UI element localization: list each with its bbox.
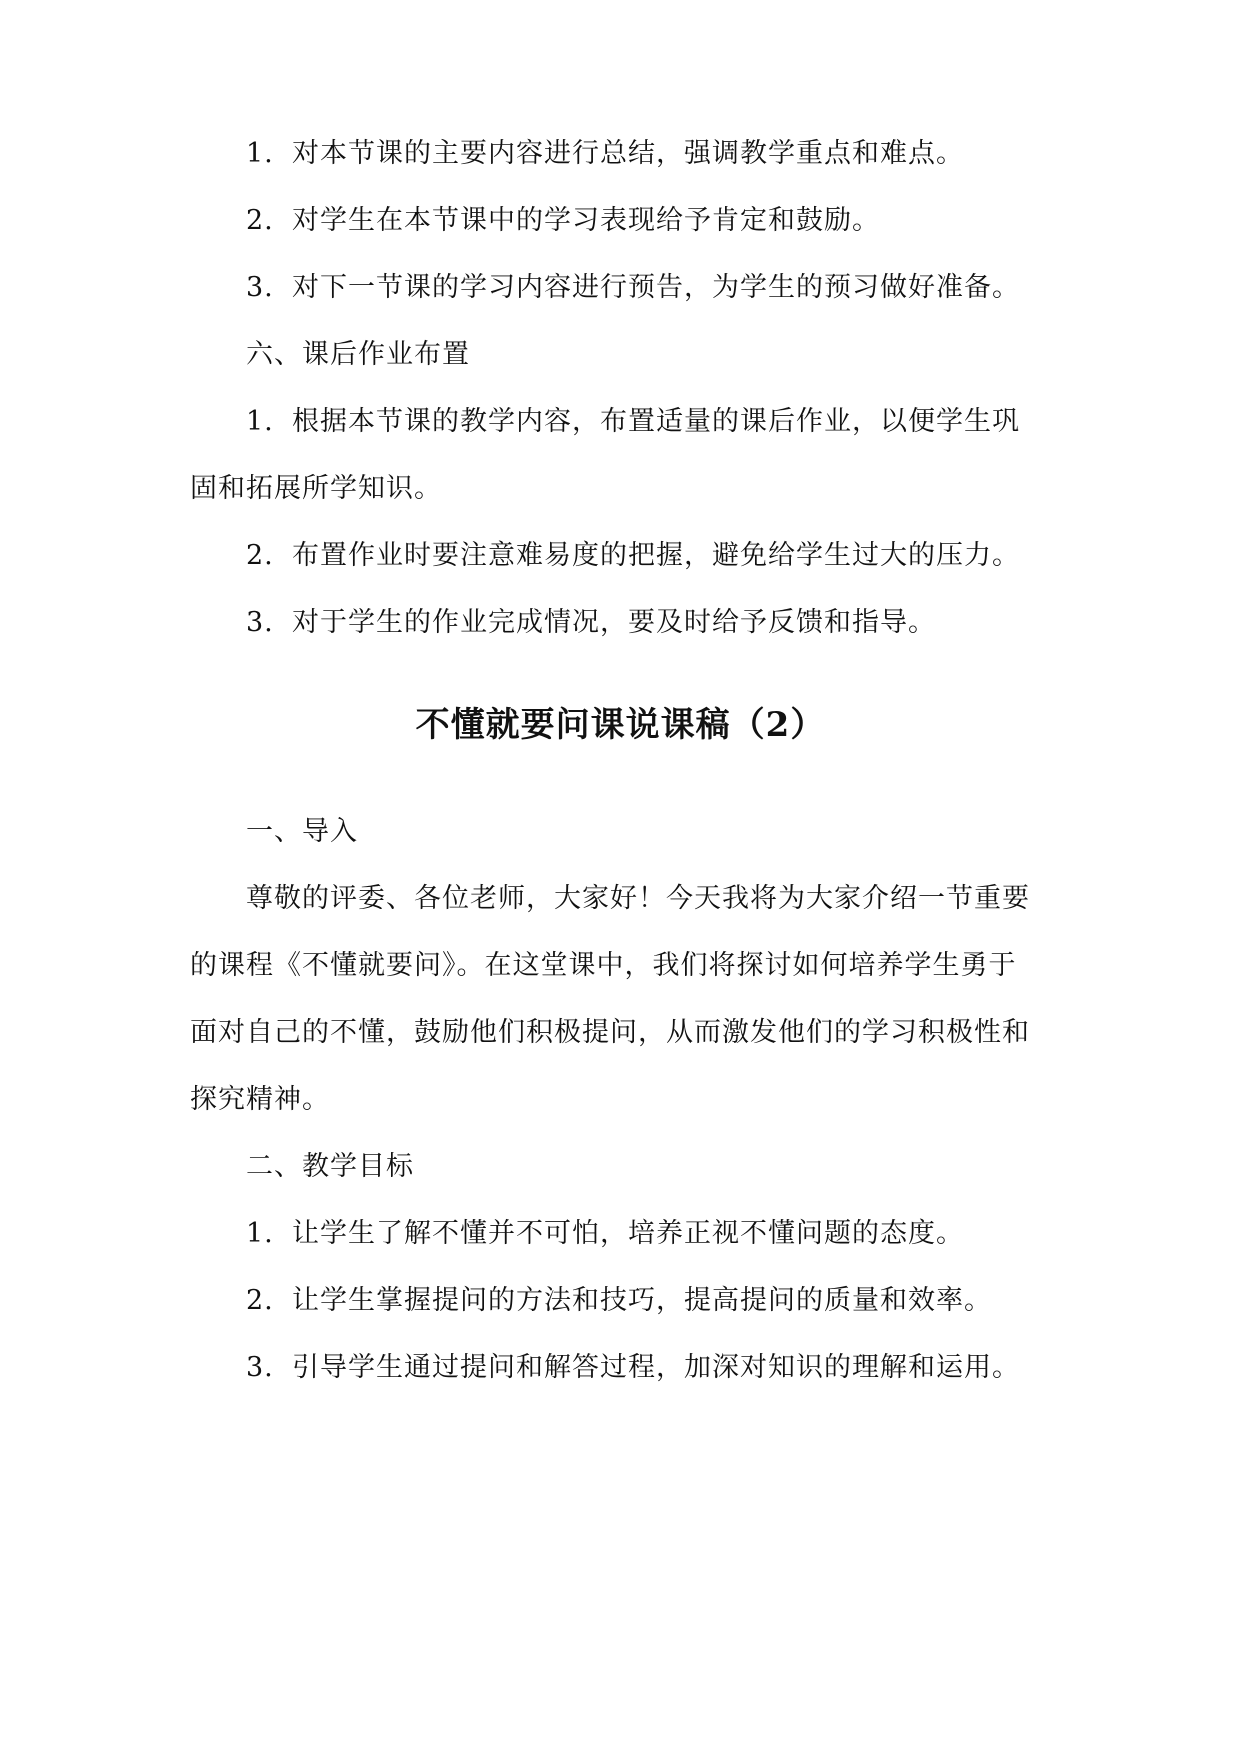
paragraph-line: 的课程《不懂就要问》。在这堂课中，我们将探讨如何培养学生勇于: [190, 950, 1017, 981]
list-item: [246, 201, 880, 241]
paragraph-line: 尊敬的评委、各位老师，大家好！今天我将为大家介绍一节重要: [246, 883, 1030, 914]
list-item-continuation: 固和拓展所学知识。: [190, 473, 442, 504]
list-item: [246, 1348, 1020, 1388]
section-heading: 六、课后作业布置: [246, 339, 470, 370]
list-number: 2.: [246, 205, 274, 236]
list-text: 对学生在本节课中的学习表现给予肯定和鼓励。: [292, 205, 880, 236]
list-item: [246, 402, 1020, 442]
list-text: 布置作业时要注意难易度的把握，避免给学生过大的压力。: [292, 540, 1020, 571]
list-item: [246, 1281, 992, 1321]
list-item: [246, 1214, 964, 1254]
list-number: 3.: [246, 272, 274, 303]
list-item: [246, 536, 1020, 576]
paragraph-line: 面对自己的不懂，鼓励他们积极提问，从而激发他们的学习积极性和: [190, 1017, 1030, 1048]
list-number: 3.: [246, 607, 274, 638]
list-text: 根据本节课的教学内容，布置适量的课后作业，以便学生巩: [292, 406, 1020, 437]
list-number: 1.: [246, 138, 274, 169]
list-text: 让学生了解不懂并不可怕，培养正视不懂问题的态度。: [292, 1218, 964, 1249]
list-number: 2.: [246, 1285, 274, 1316]
list-item: [246, 134, 964, 174]
list-item: [246, 268, 1020, 308]
list-number: 3.: [246, 1352, 274, 1383]
list-text: 对下一节课的学习内容进行预告，为学生的预习做好准备。: [292, 272, 1020, 303]
list-item: [246, 603, 936, 643]
list-text: 对于学生的作业完成情况，要及时给予反馈和指导。: [292, 607, 936, 638]
list-number: 2.: [246, 540, 274, 571]
section-heading: 二、教学目标: [246, 1151, 414, 1182]
list-text: 对本节课的主要内容进行总结，强调教学重点和难点。: [292, 138, 964, 169]
list-text: 让学生掌握提问的方法和技巧，提高提问的质量和效率。: [292, 1285, 992, 1316]
list-number: 1.: [246, 1218, 274, 1249]
list-text: 引导学生通过提问和解答过程，加深对知识的理解和运用。: [292, 1352, 1020, 1383]
list-number: 1.: [246, 406, 274, 437]
section-heading: 一、导入: [246, 816, 358, 847]
paragraph-line: 探究精神。: [190, 1084, 330, 1115]
document-title: 不懂就要问课说课稿（2）: [415, 705, 826, 745]
